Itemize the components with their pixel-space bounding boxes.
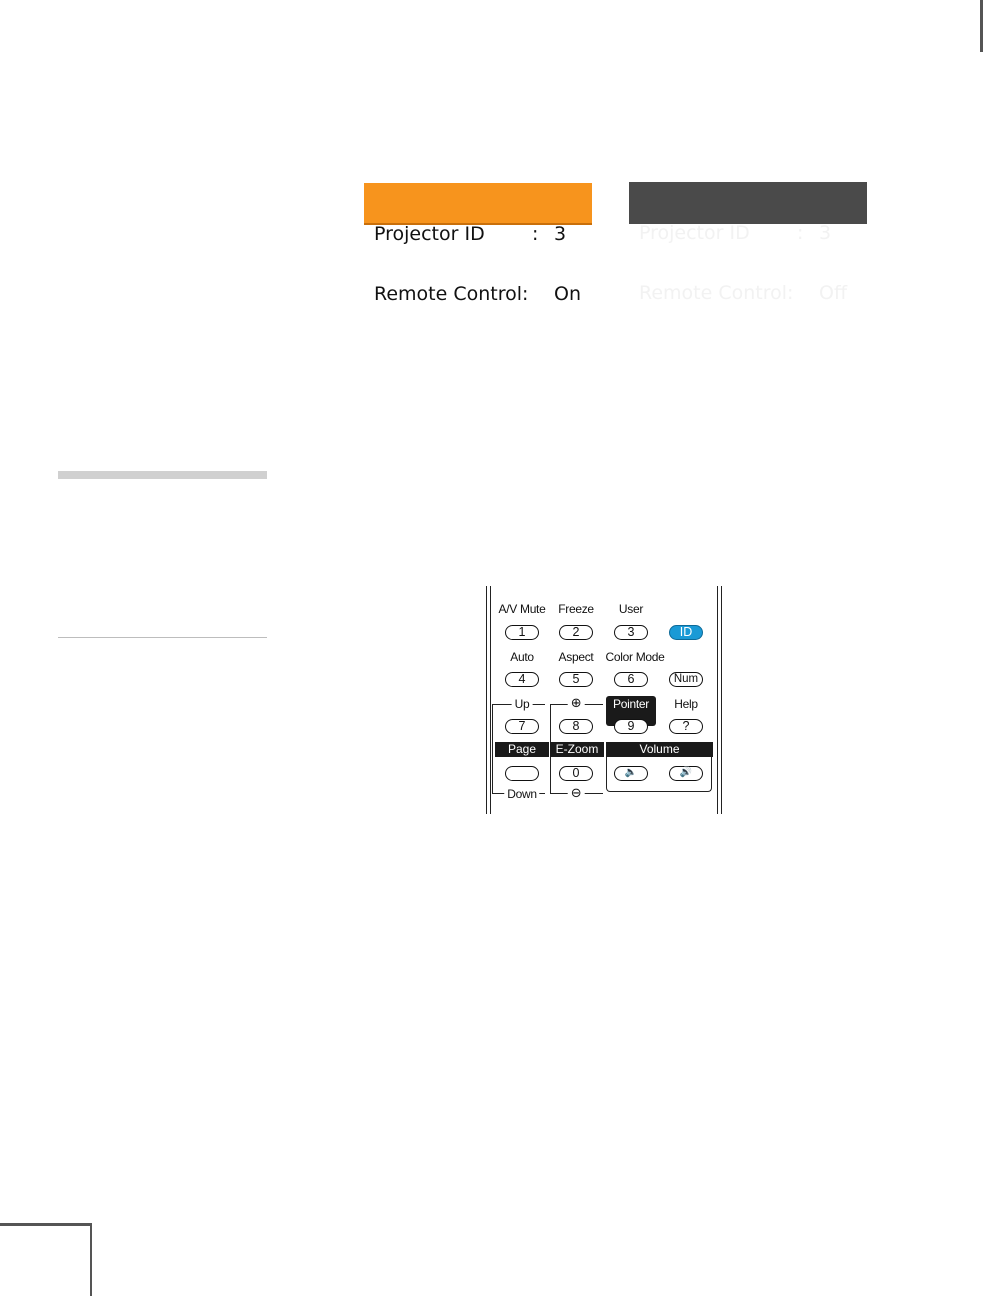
osd-separator: : — [532, 223, 539, 245]
pointer-label: Pointer — [613, 697, 649, 711]
help-button[interactable]: ? — [669, 719, 703, 734]
page-down-label: Down — [504, 787, 539, 801]
zoom-out-icon: ⊖ — [568, 785, 585, 801]
osd-separator: : — [797, 222, 804, 244]
volume-bar: Volume — [606, 742, 713, 757]
osd-remote-off — [629, 182, 867, 304]
osd-label: Remote Control: — [639, 282, 794, 304]
button-5[interactable]: 5 — [559, 672, 593, 687]
remote-edge-left-inner — [490, 586, 491, 814]
page-corner-rule-horizontal — [0, 1223, 92, 1226]
page-down-button[interactable] — [505, 766, 539, 781]
osd-remote-on — [364, 183, 592, 305]
osd-value: 3 — [819, 222, 832, 244]
page-bar: Page — [495, 742, 549, 757]
osd-label: Projector ID — [639, 222, 750, 244]
button-3[interactable]: 3 — [614, 625, 648, 640]
button-9[interactable]: 9 — [614, 719, 648, 734]
volume-down-icon[interactable]: 🔈 — [614, 766, 648, 781]
osd-value: On — [554, 283, 581, 305]
help-label: Help — [674, 697, 698, 711]
button-1[interactable]: 1 — [505, 625, 539, 640]
remote-edge-right — [721, 586, 722, 814]
note-rule-bottom — [58, 637, 267, 638]
num-button[interactable]: Num — [669, 672, 703, 687]
ezoom-bar: E-Zoom — [550, 742, 604, 757]
auto-label: Auto — [510, 650, 534, 664]
freeze-label: Freeze — [558, 602, 594, 616]
top-margin-rule — [980, 0, 983, 52]
button-0[interactable]: 0 — [559, 766, 593, 781]
id-button[interactable]: ID — [669, 625, 703, 640]
remote-control-illustration — [486, 586, 722, 814]
remote-edge-left — [486, 586, 487, 814]
button-7[interactable]: 7 — [505, 719, 539, 734]
volume-up-icon[interactable]: 🔊 — [669, 766, 703, 781]
page-corner-rule-vertical — [90, 1223, 92, 1296]
color-mode-label: Color Mode — [605, 650, 665, 664]
osd-label: Projector ID — [374, 223, 485, 245]
user-label: User — [618, 602, 644, 616]
button-2[interactable]: 2 — [559, 625, 593, 640]
button-6[interactable]: 6 — [614, 672, 648, 687]
osd-value: Off — [819, 282, 848, 304]
button-8[interactable]: 8 — [559, 719, 593, 734]
button-4[interactable]: 4 — [505, 672, 539, 687]
osd-value: 3 — [554, 223, 567, 245]
note-rule-top — [58, 471, 267, 479]
zoom-in-icon: ⊕ — [568, 695, 585, 711]
page-up-label: Up — [512, 697, 533, 711]
av-mute-label: A/V Mute — [498, 602, 546, 616]
aspect-label: Aspect — [558, 650, 594, 664]
remote-edge-right-inner — [717, 586, 718, 814]
osd-label: Remote Control: — [374, 283, 529, 305]
